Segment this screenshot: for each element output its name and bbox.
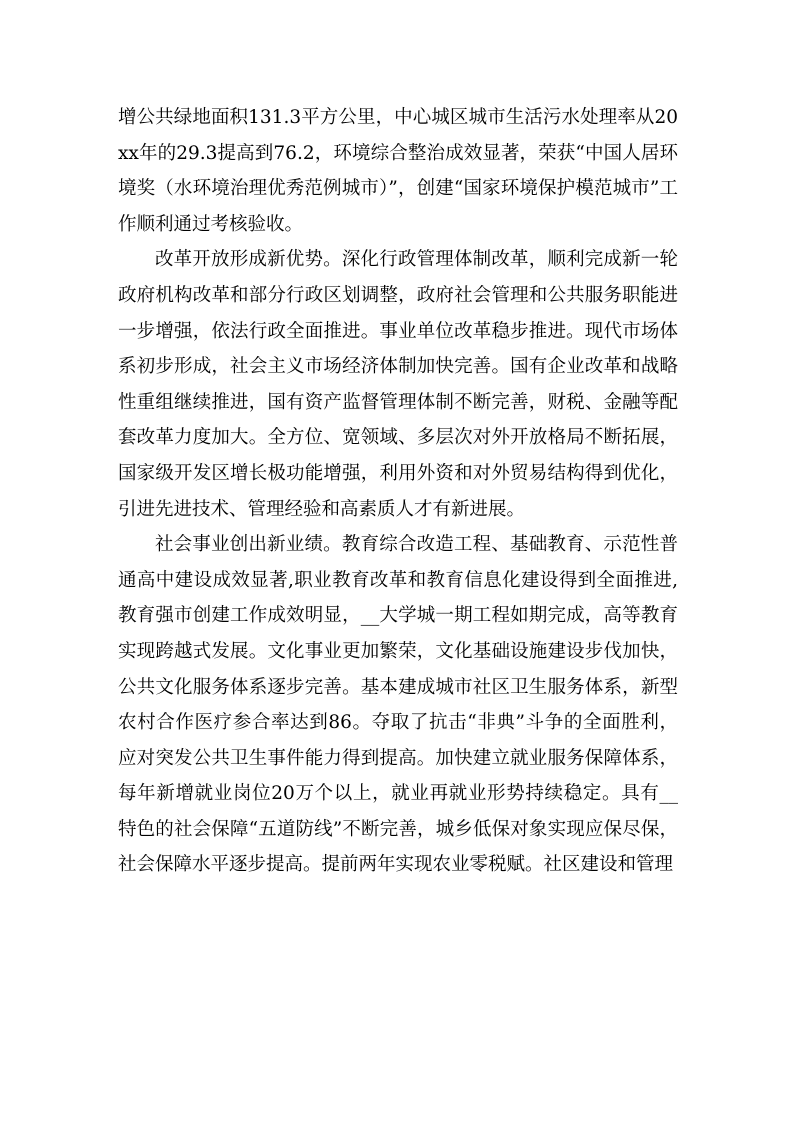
paragraph-environment: 增公共绿地面积131.3平方公里，中心城区城市生活污水处理率从20xx年的29.3提高到76.2，环境综合整治成效显著，荣获“中国人居环境奖（水环境治理优秀范例城市）”，创建“国家环境保护模范城市”工作顺利通过考核验收。 [118,107,678,235]
paragraph-social-affairs: 社会事业创出新业绩。教育综合改造工程、基础教育、示范性普通高中建设成效显著,职业教育改革和教育信息化建设得到全面推进,教育强市创建工作成效明显，__大学城一期工程如期完成，高等教育实现跨越式发展。文化事业更加繁荣，文化基础设施建设步伐加快，公共文化服务体系逐步完善。基本建成城市社区卫生服务体系，新型农村合作医疗参合率达到86。夺取了抗击“非典”斗争的全面胜利，应对突发公共卫生事件能力得到提高。加快建立就业服务保障体系，每年新增就业岗位20万个以上，就业再就业形势持续稳定。具有__特色的社会保障“五道防线”不断完善，城乡低保对象实现应保尽保，社会保障水平逐步提高。提前两年实现农业零税赋。社区建设和管理 [118,534,678,876]
document-body [118,100,678,883]
paragraph-reform-opening: 改革开放形成新优势。深化行政管理体制改革，顺利完成新一轮政府机构改革和部分行政区划调整，政府社会管理和公共服务职能进一步增强，依法行政全面推进。事业单位改革稳步推进。现代市场体系初步形成，社会主义市场经济体制加快完善。国有企业改革和战略性重组继续推进，国有资产监督管理体制不断完善，财税、金融等配套改革力度加大。全方位、宽领域、多层次对外开放格局不断拓展，国家级开发区增长极功能增强，利用外资和对外贸易结构得到优化，引进先进技术、管理经验和高素质人才有新进展。 [118,249,678,520]
